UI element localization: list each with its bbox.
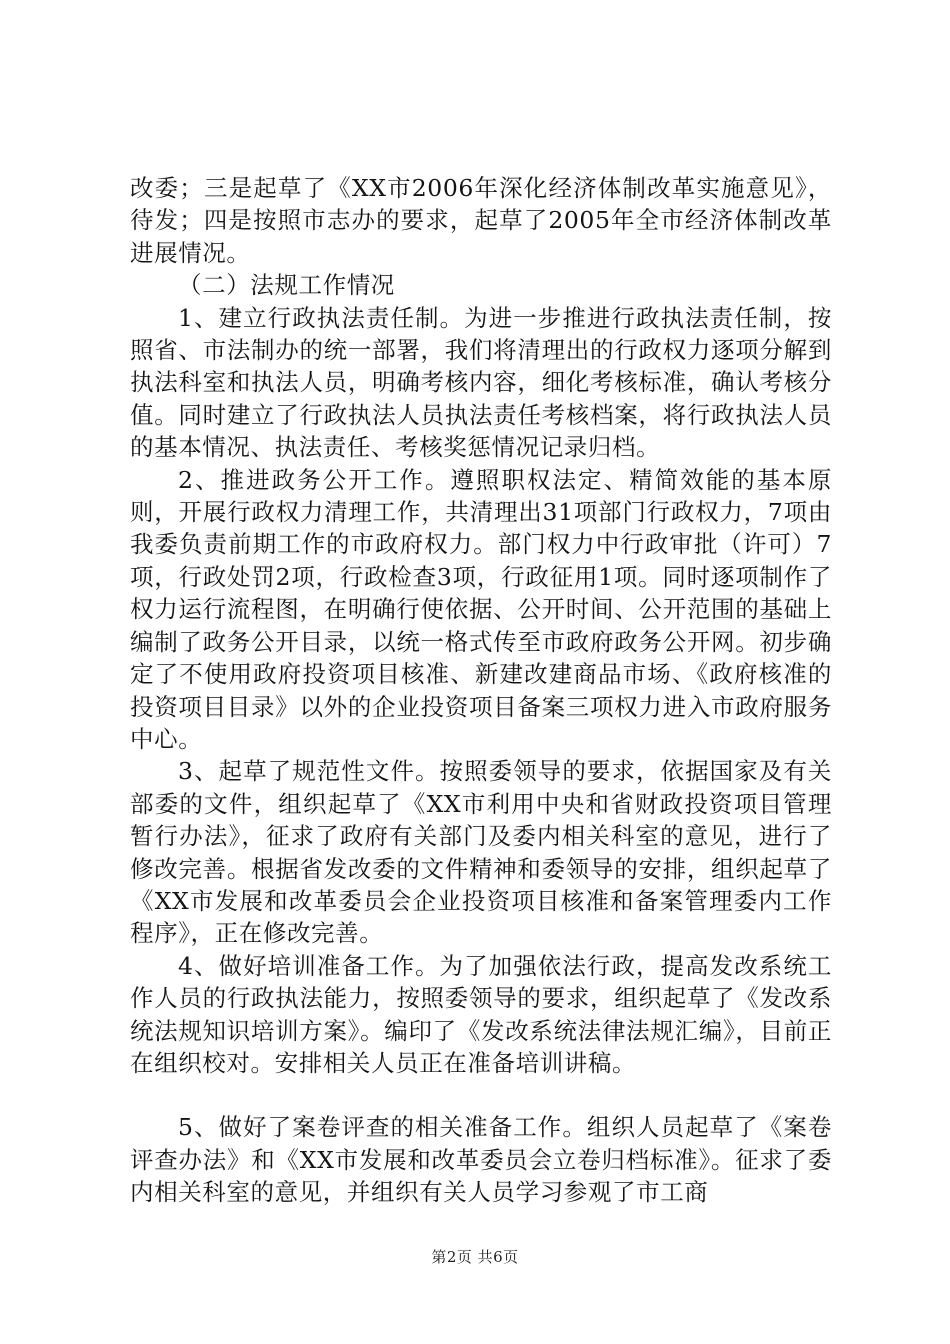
section-heading: （二）法规工作情况: [178, 271, 395, 300]
paragraph-item-3: 3、起草了规范性文件。按照委领导的要求，依据国家及有关部委的文件，组织起草了《XX市利用中央和省财政投资项目管理暂行办法》，征求了政府有关部门及委内相关科室的意见，进行了修改完善。根据省发改委的文件精神和委领导的安排，组织起草了《XX市发展和改革委员会企业投资项目核准和备案管理委内工作程序》，正在修改完善。: [130, 757, 832, 948]
paragraph-continuation: 改委；三是起草了《XX市2006年深化经济体制改革实施意见》，待发；四是按照市志办的要求，起草了2005年全市经济体制改革进展情况。: [130, 174, 832, 267]
paragraph-item-2: 2、推进政务公开工作。遵照职权法定、精简效能的基本原则，开展行政权力清理工作，共清理出31项部门行政权力，7项由我委负责前期工作的市政府权力。部门权力中行政审批（许可）7项，行政处罚2项，行政检查3项，行政征用1项。同时逐项制作了权力运行流程图，在明确行使依据、公开时间、公开范围的基础上编制了政务公开目录，以统一格式传至市政府政务公开网。初步确定了不使用政府投资项目核准、新建改建商品市场、《政府核准的投资项目目录》以外的企业投资项目备案三项权力进入市政府服务中心。: [130, 465, 832, 753]
paragraph-item-4: 4、做好培训准备工作。为了加强依法行政，提高发改系统工作人员的行政执法能力，按照委领导的要求，组织起草了《发改系统法规知识培训方案》。编印了《发改系统法律法规汇编》，目前正在组织校对。安排相关人员正在准备培训讲稿。: [130, 951, 832, 1077]
paragraph-item-5: 5、做好了案卷评查的相关准备工作。组织人员起草了《案卷评查办法》和《XX市发展和改革委员会立卷归档标准》。征求了委内相关科室的意见，并组织有关人员学习参观了市工商: [130, 1113, 832, 1207]
page-footer: 第2页 共6页: [431, 1248, 519, 1266]
paragraph-spacer: [130, 1079, 832, 1111]
paragraph-item-1: 1、建立行政执法责任制。为进一步推进行政执法责任制，按照省、市法制办的统一部署，我们将清理出的行政权力逐项分解到执法科室和执法人员，明确考核内容，细化考核标准，确认考核分值。同时建立了行政执法人员执法责任考核档案，将行政执法人员的基本情况、执法责任、考核奖惩情况记录归档。: [130, 303, 832, 462]
document-body: [130, 172, 832, 1209]
